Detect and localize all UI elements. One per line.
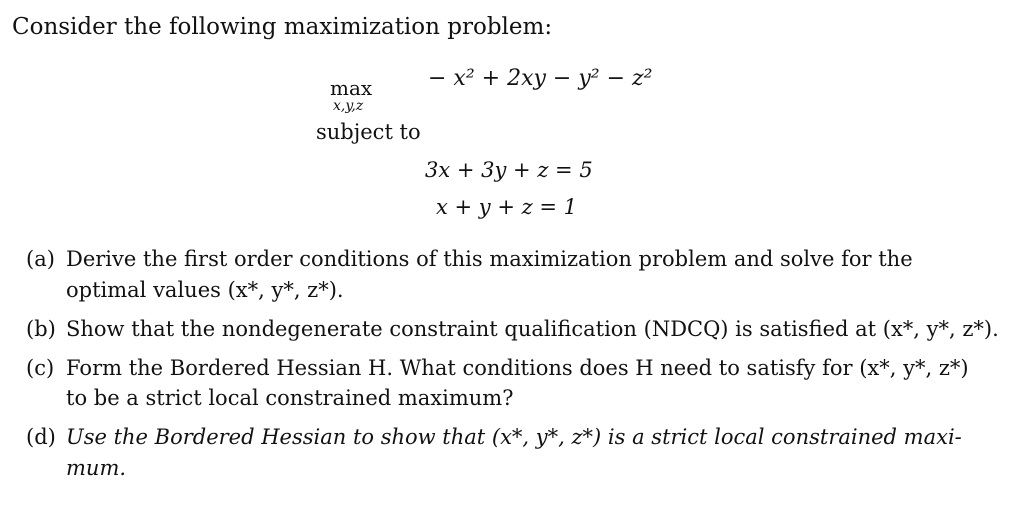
subject-to-label: subject to	[316, 120, 421, 144]
part-a-line-1: Derive the first order conditions of this maximization problem and solve for the	[66, 247, 913, 271]
part-d-label: (d)	[26, 425, 56, 449]
part-a	[26, 247, 913, 271]
constraint-1: 3x + 3y + z = 5	[425, 158, 593, 182]
part-c-line-2: to be a strict local constrained maximum?	[66, 386, 514, 410]
intro-text: Consider the following maximization problem:	[12, 14, 553, 40]
part-c-line-1: Form the Bordered Hessian H. What conditions does H need to satisfy for (x*, y*, z*)	[66, 356, 969, 380]
part-b-label: (b)	[26, 317, 56, 341]
part-a-line-2: optimal values (x*, y*, z*).	[66, 278, 344, 302]
part-c-label: (c)	[26, 356, 55, 380]
part-b	[26, 317, 999, 341]
part-d-line-1: Use the Bordered Hessian to show that (x*, y*, z*) is a strict local constrained maxi-	[66, 425, 962, 449]
part-a-label: (a)	[26, 247, 55, 271]
part-c	[26, 356, 969, 380]
max-operator: max	[330, 76, 373, 100]
part-d	[26, 425, 962, 449]
max-variables: x,y,z	[333, 98, 364, 114]
constraint-2: x + y + z = 1	[436, 195, 577, 219]
part-d-line-2: mum.	[66, 456, 127, 480]
part-b-line-1: Show that the nondegenerate constraint qualification (NDCQ) is satisfied at (x*, y*, z*).	[66, 317, 999, 341]
objective-function: − x² + 2xy − y² − z²	[428, 66, 653, 91]
